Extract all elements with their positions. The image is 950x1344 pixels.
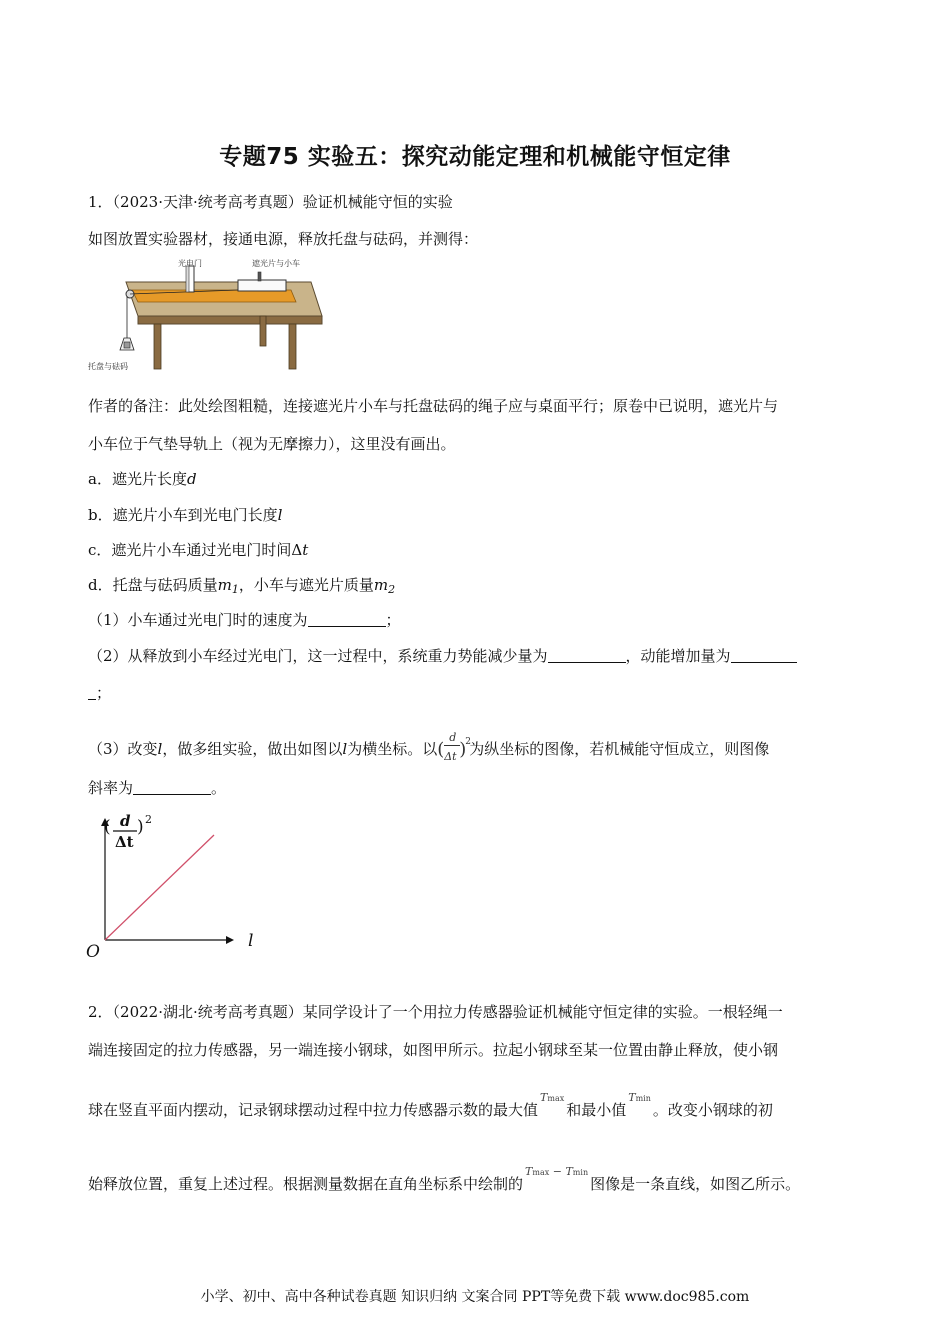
table-leg (260, 316, 266, 346)
answer-blank[interactable] (133, 780, 211, 795)
q1-part2-cont: ； (88, 683, 111, 703)
t-min-symbol: Tmin (628, 1091, 651, 1104)
x-label: l (248, 931, 254, 951)
svg-text:(: ( (104, 817, 111, 837)
page-footer: 小学、初中、高中各种试卷真题 知识归纳 文案合同 PPT等免费下载 www.doc985.com (200, 1289, 750, 1305)
q2-line2: 端连接固定的拉力传感器，另一端连接小钢球，如图甲所示。拉起小钢球至某一位置由静止释放，使小钢 (88, 1041, 779, 1059)
origin-label: O (86, 942, 100, 960)
q2-line4: 始释放位置，重复上述过程。根据测量数据在直角坐标系中绘制的Tmax − Tmin图像是一条直线，如图乙所示。 (88, 1174, 800, 1197)
q1-note-line1: 作者的备注：此处绘图粗糙，连接遮光片小车与托盘砝码的绳子应与桌面平行；原卷中已说明，遮光片与 (88, 397, 779, 415)
t-max-minus-t-min: Tmax − Tmin (525, 1165, 589, 1178)
cart (238, 280, 286, 291)
fraction-d-over-dt: ( d Δt ) 2 (437, 731, 471, 763)
answer-blank[interactable] (88, 685, 96, 700)
q1-number: 1． (88, 193, 113, 211)
q1-intro: 如图放置实验器材，接通电源，释放托盘与砝码，并测得： (88, 230, 479, 248)
table-edge (138, 316, 322, 324)
tray-label: 托盘与砝码 (88, 362, 128, 371)
shading-plate (258, 272, 261, 281)
y-label-denominator: Δt (115, 833, 134, 851)
table-leg (289, 324, 296, 369)
answer-blank[interactable] (731, 648, 797, 663)
y-label-numerator: d (120, 812, 131, 830)
answer-blank[interactable] (308, 612, 386, 627)
answer-blank[interactable] (548, 648, 626, 663)
y-label-exponent: 2 (145, 813, 152, 826)
q1-item-b: b．遮光片小车到光电门长度l (88, 506, 283, 524)
q1-item-c: c．遮光片小车通过光电门时间Δt (88, 541, 309, 559)
q1-part1: （1）小车通过光电门时的速度为 ； (88, 611, 401, 629)
q2-line3: 球在竖直平面内摆动，记录钢球摆动过程中拉力传感器示数的最大值Tmax和最小值Tmin。改变小钢球的初 (88, 1100, 773, 1123)
graph-figure (84, 810, 274, 960)
q1-part3: （3）改变l，做多组实验，做出如图以l为横坐标。以 ( d Δt ) 2 为纵坐标的图像，若机械能守恒成立，则图像 (88, 730, 769, 766)
cart-label: 遮光片与小车 (252, 259, 300, 268)
table-leg (154, 324, 161, 369)
page-title: 专题75 实验五：探究动能定理和机械能守恒定律 (219, 144, 731, 170)
q1-item-a: a．遮光片长度d (88, 470, 197, 488)
q1-item-d: d．托盘与砝码质量$m_1$，小车与遮光片质量$m_2$ (88, 576, 396, 596)
q2-line1: 2．（2022·湖北·统考高考真题）某同学设计了一个用拉力传感器验证机械能守恒定律的实验。一根轻绳一 (88, 1003, 783, 1021)
apparatus-figure (86, 254, 326, 376)
svg-text:): ) (137, 817, 144, 837)
q1-part3-cont: 斜率为 。 (88, 779, 227, 797)
q1-header (88, 192, 453, 212)
photogate-label: 光电门 (178, 259, 202, 268)
q2-number: 2． (88, 1003, 113, 1021)
q1-source: （2023·天津·统考高考真题）验证机械能守恒的实验 (112, 193, 453, 211)
q1-note-line2: 小车位于气垫导轨上（视为无摩擦力），这里没有画出。 (88, 435, 456, 453)
q1-part2: （2）从释放到小车经过光电门，这一过程中，系统重力势能减少量为 ，动能增加量为 (88, 646, 797, 666)
t-max-symbol: Tmax (540, 1091, 565, 1104)
x-axis-arrow (226, 936, 234, 944)
air-track (132, 290, 296, 302)
